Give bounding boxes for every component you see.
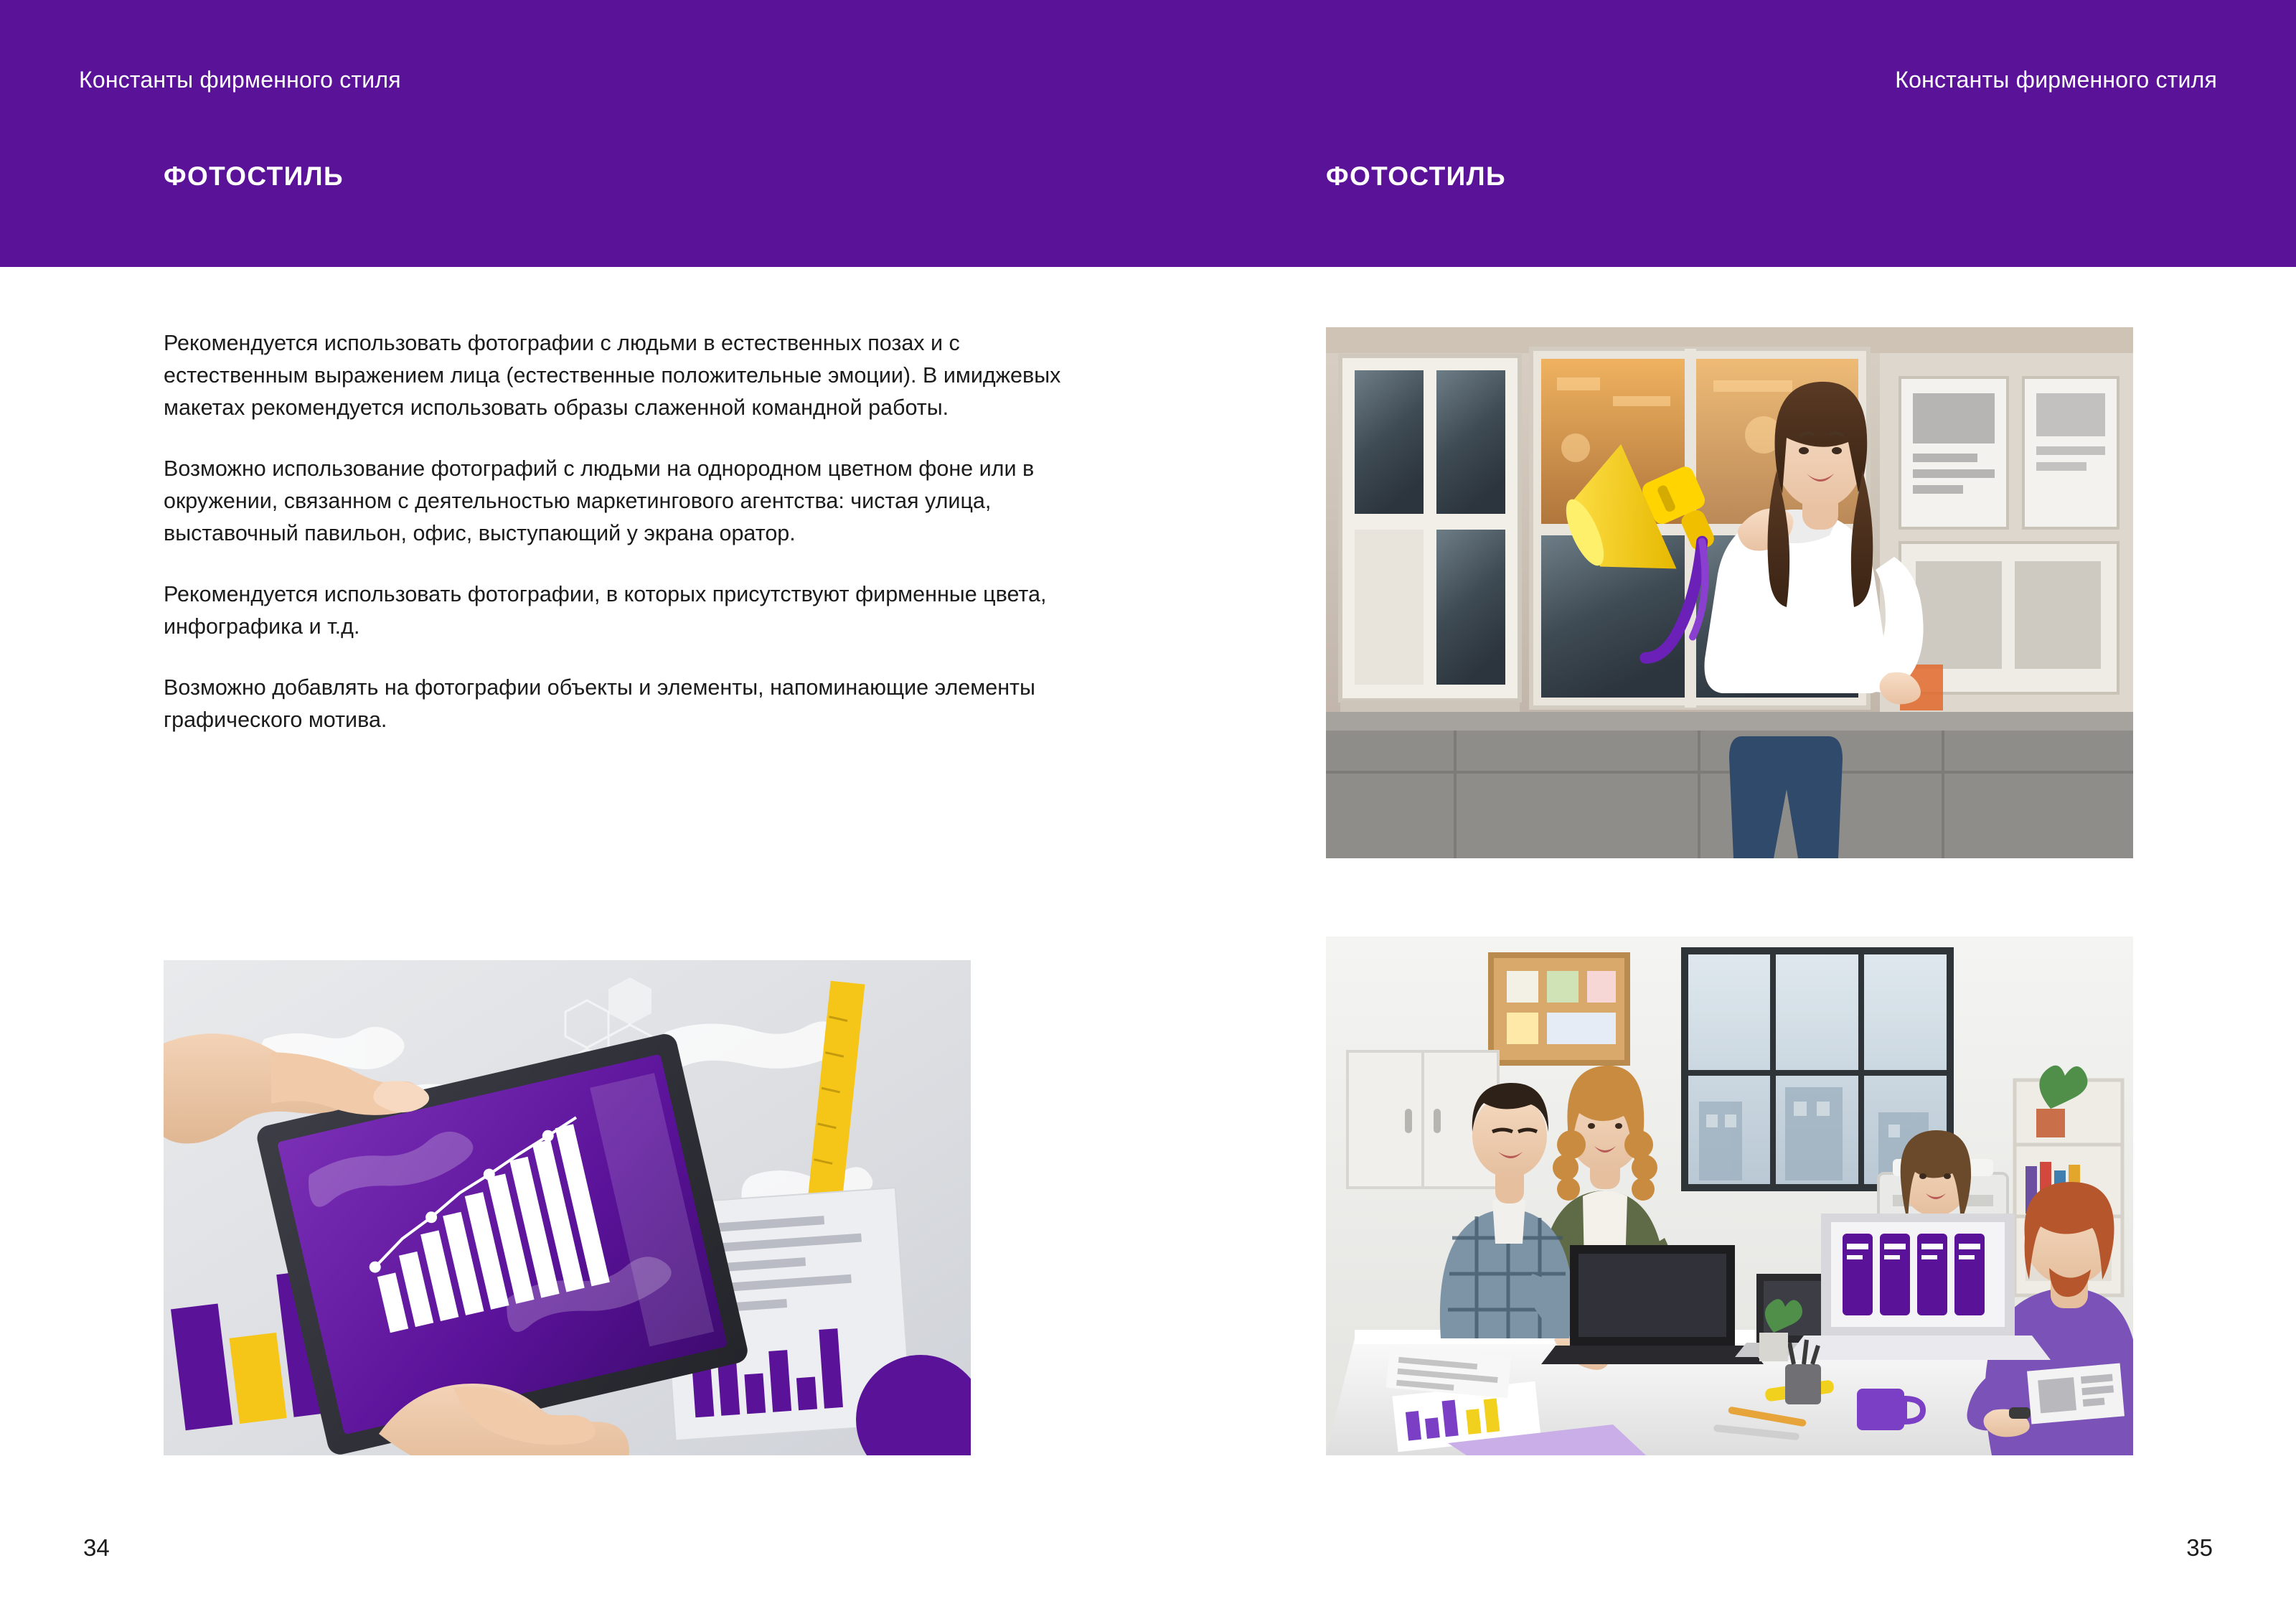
photo-woman-megaphone <box>1326 327 2133 858</box>
running-head-right: Константы фирменного стиля <box>1895 67 2217 93</box>
section-title-right: ФОТОСТИЛЬ <box>1326 161 1506 191</box>
page-number-right: 35 <box>2186 1534 2213 1561</box>
photo-analytics-illustration <box>164 960 971 1455</box>
paragraph-3: Рекомендуется использовать фотографии, в которых присутствуют фирменные цвета, инфографика и т.д. <box>164 582 1047 639</box>
photo-megaphone-illustration <box>1326 327 2133 858</box>
paragraph-4: Возможно добавлять на фотографии объекты и элементы, напоминающие элементы графического мотива. <box>164 675 1035 732</box>
running-head-left: Константы фирменного стиля <box>79 67 401 93</box>
paragraph-1: Рекомендуется использовать фотографии с людьми в естественных позах и с естественным выражением лица (естественные положительные эмоции). В имиджевых макетах рекомендуется использовать образы слаженной командной работы. <box>164 331 1061 420</box>
body-text-column <box>164 327 1075 736</box>
photo-analytics-tablet <box>164 960 971 1455</box>
photo-team-illustration <box>1326 937 2133 1455</box>
header-band <box>0 0 2296 267</box>
page-number-left: 34 <box>83 1534 110 1561</box>
paragraph-2: Возможно использование фотографий с людьми на однородном цветном фоне или в окружении, связанном с деятельностью маркетингового агентства: чистая улица, выставочный павильон, офис, выступающий у экрана оратор. <box>164 456 1035 545</box>
photo-office-team <box>1326 937 2133 1455</box>
section-title-left: ФОТОСТИЛЬ <box>164 161 344 191</box>
